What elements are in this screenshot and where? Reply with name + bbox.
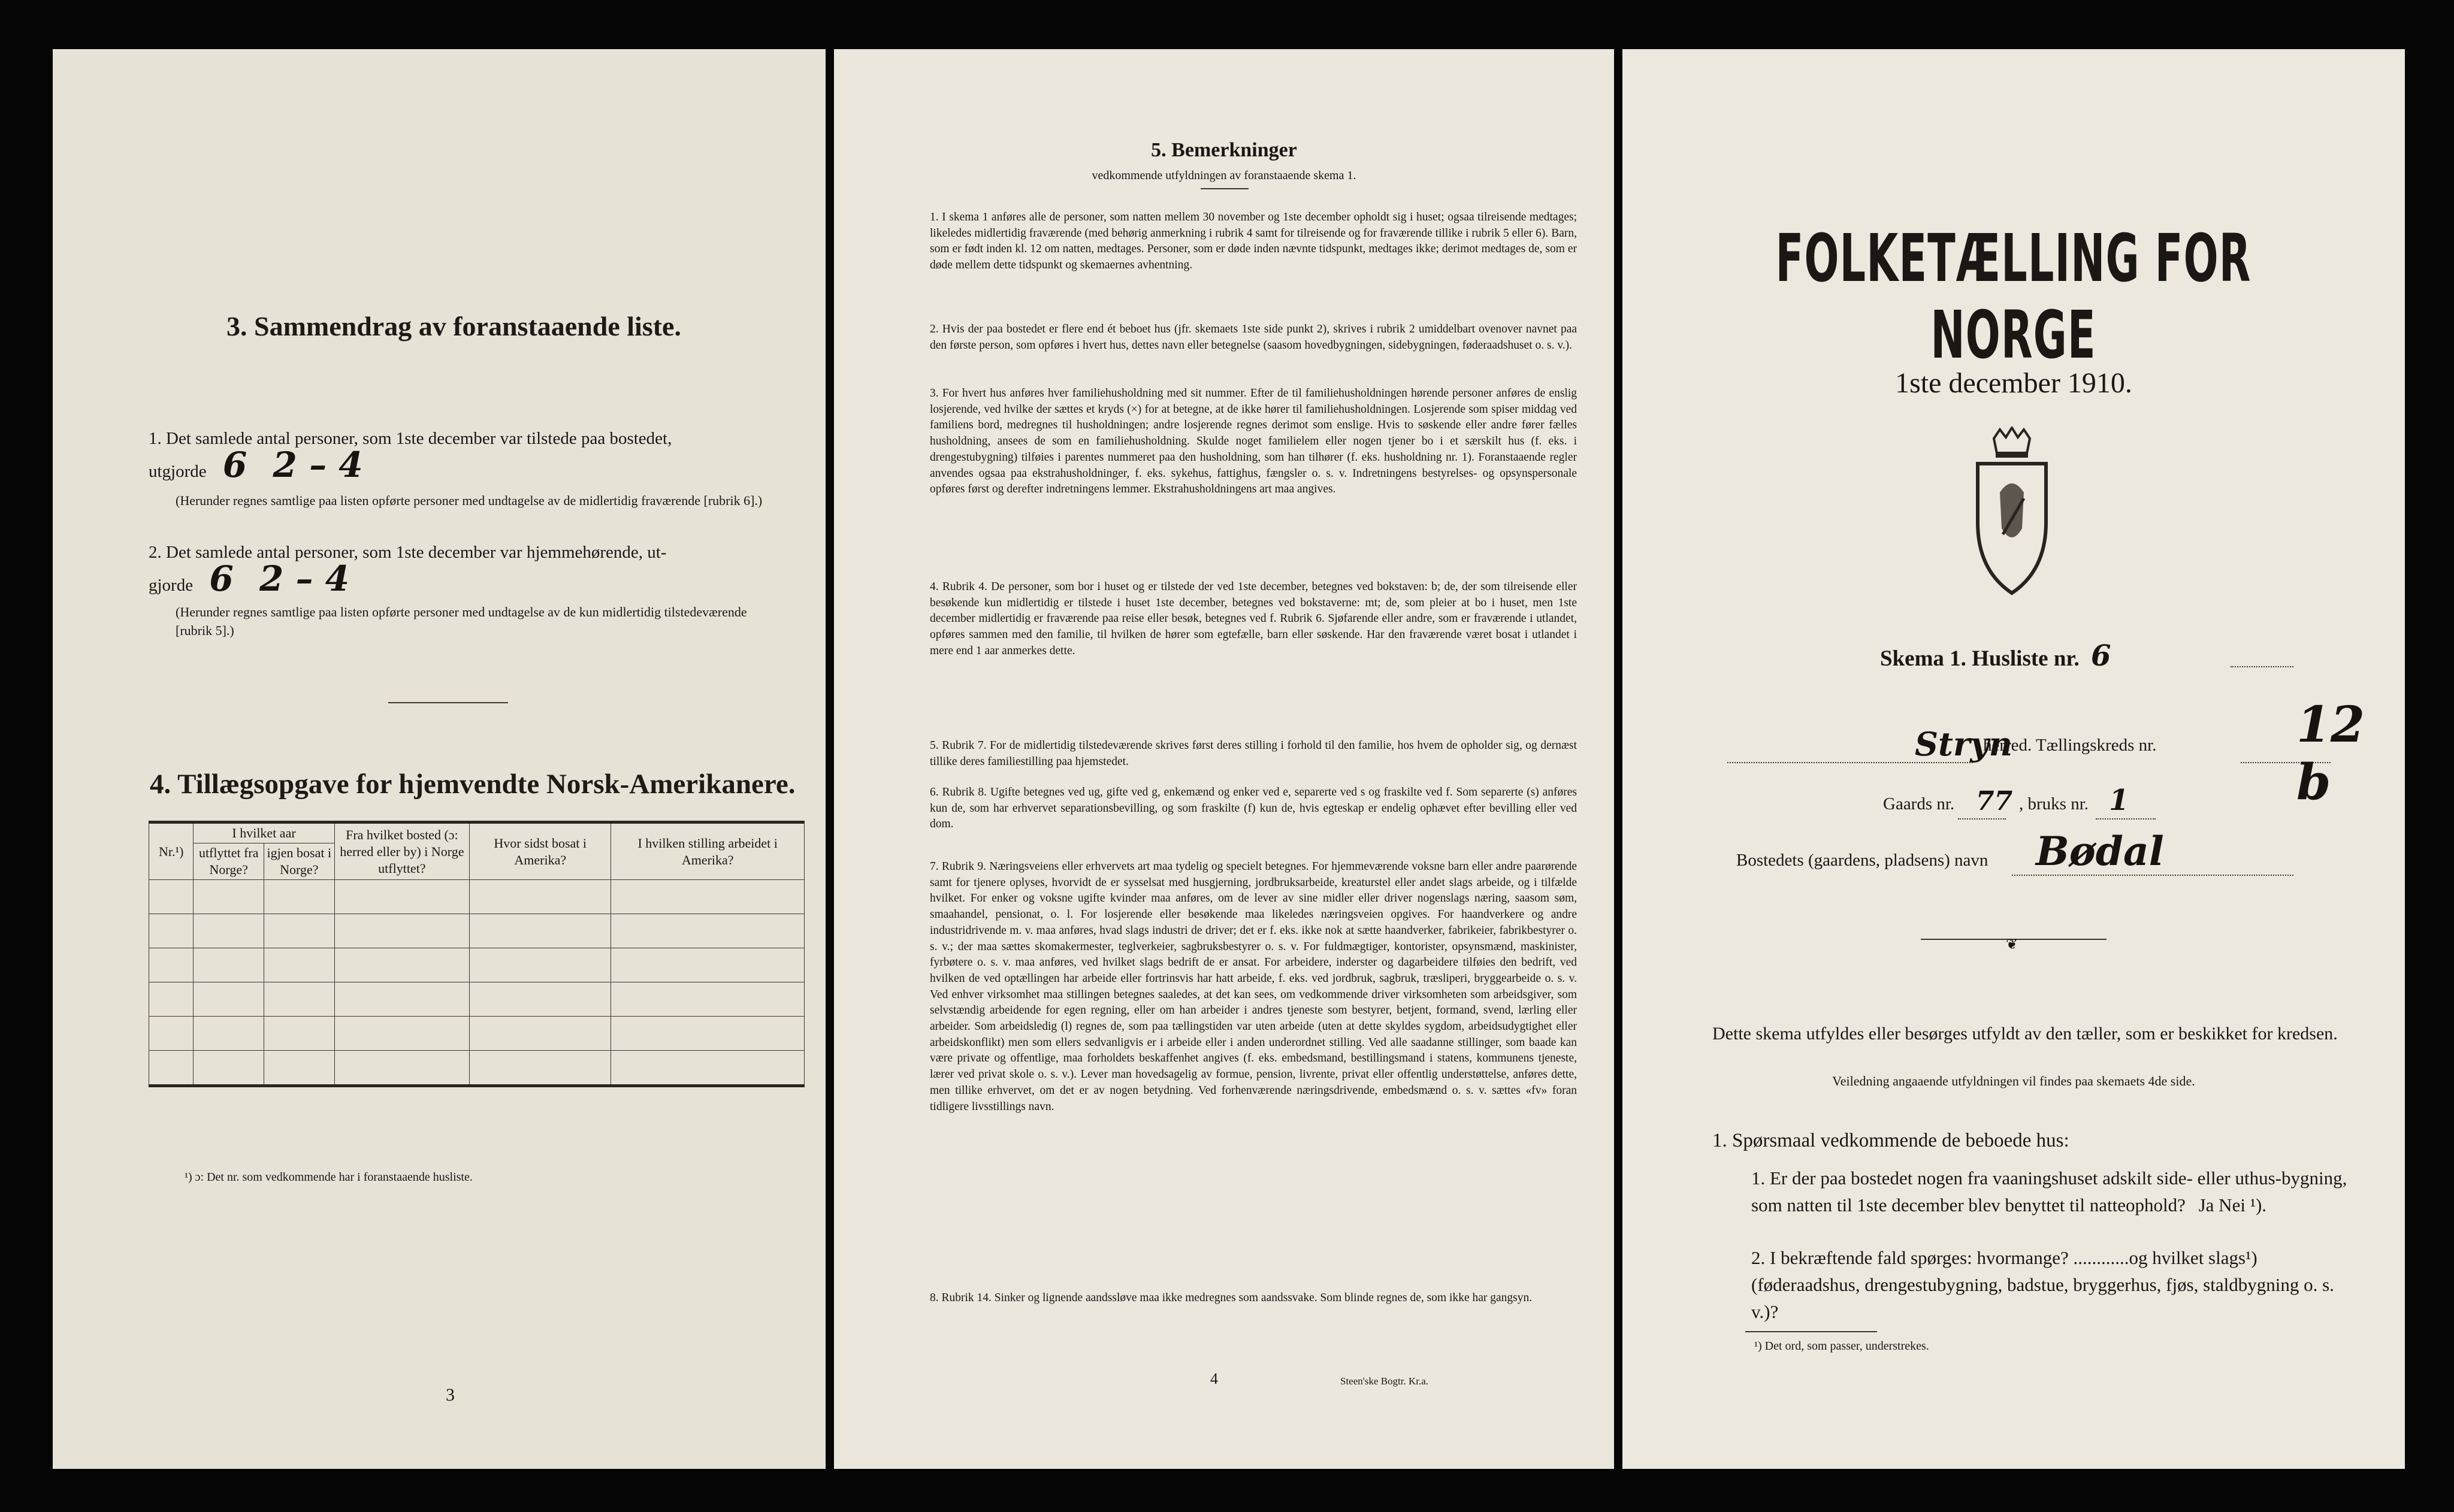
kreds-value: 12 b: [2296, 696, 2365, 811]
page-1-cover: [1622, 49, 2405, 1469]
col-emigrated: utflyttet fra Norge?: [194, 843, 264, 880]
herred-value: Stryn: [1915, 725, 2013, 763]
bruks-label: , bruks nr.: [2019, 794, 2089, 814]
summary-note-1: (Herunder regnes samtlige paa listen opførte personer med undtagelse av de midlertidig fraværende [rubrik 6].): [176, 493, 763, 508]
questions-heading: 1. Spørsmaal vedkommende de beboede hus:: [1712, 1130, 2069, 1151]
section-4-title: 4. Tillægsopgave for hjemvendte Norsk-Amerikanere.: [150, 769, 796, 800]
bruks-value: 1: [2109, 784, 2129, 817]
printer-mark: Steen'ske Bogtr. Kr.a.: [1340, 1375, 1429, 1387]
table-row: [149, 982, 805, 1017]
section-3-title: 3. Sammendrag av foranstaaende liste.: [226, 311, 681, 341]
table-row: [149, 1051, 805, 1086]
col-returned: igjen bosat i Norge?: [264, 843, 335, 880]
handwritten-total-1: 6: [222, 444, 247, 485]
summary-item-1: 1. Det samlede antal personer, som 1ste december var tilstede paa bostedet, utgjorde 6 2 – 4: [149, 429, 672, 485]
herred-label: herred. Tællingskreds nr.: [1983, 736, 2157, 755]
col-nr: Nr.¹): [149, 822, 194, 880]
census-date: 1ste december 1910.: [1895, 367, 2132, 399]
table-row: [149, 948, 805, 982]
page-number-4: 4: [1210, 1370, 1218, 1387]
norsk-amerikanere-table: [149, 821, 805, 1087]
remarks-title: 5. Bemerkninger: [1151, 139, 1297, 161]
remark-2: 2. Hvis der paa bostedet er flere end ét beboet hus (jfr. skemaets 1ste side punkt 2), skrives i rubrik 2 umiddelbart ovenover navnet paa den første person, som opføres i hvert hus, dettes navn eller betegnelse (saasom hovedbygningen, sidebygningen, føderaadshuset o. s. v.).: [930, 323, 1577, 352]
skema-label: Skema 1. Husliste nr. 6: [1880, 639, 2111, 673]
handwritten-total-2: 6: [209, 558, 234, 599]
instruction-text: Dette skema utfyldes eller besørges utfyldt av den tæller, som er beskikket for kredsen.: [1712, 1024, 2338, 1044]
divider: [388, 702, 508, 703]
remark-4: 4. Rubrik 4. De personer, som bor i huset og er tilstede der ved 1ste december, betegnes ved bokstaven: b; de, der som tilreisende eller besøkende kun midlertidig er tilstede i huset 1ste december, betegnes ved bokstaverne: mt; de, som pleier at bo i huset, men 1ste december midlertidig er fraværende paa reise eller besøk, betegnes ved f. Rubrik 6. Sjøfarende eller andre, som er fraværende i utlandet, opføres sammen med den familie, til hvilken de hører som egtefælle, barn eller søskende. Har den fraværende været bosat i utlandet i mere end 1 aar anmerkes dette.: [930, 580, 1577, 657]
table-row: [149, 1017, 805, 1051]
remark-5: 5. Rubrik 7. For de midlertidig tilstedeværende skrives først deres stilling i forhold til den familie, hos hvem de opholder sig, og dernæst tillike deres familiestilling paa hjemstedet.: [930, 739, 1577, 768]
handwritten-split-1: 2 – 4: [273, 444, 363, 485]
bosted-label: Bostedets (gaardens, pladsens) navn: [1736, 851, 1988, 870]
remarks-divider: [1201, 188, 1249, 189]
remark-7: 7. Rubrik 9. Næringsveiens eller erhvervets art maa tydelig og specielt betegnes. For hjemmeværende voksne barn eller andre paarørende samt for tjenere oplyses, hvorvidt de er sysselsat med husgjerning, jordbruksarbeide, kreaturstel eller andet slags arbeide, og i tilfælde hvilket. For enker og voksne ugifte kvinder maa anføres, om de lever av sine midler eller driver nogenslags næring, saasom søm, smaahandel, pensionat, o. l. For losjerende eller besøkende maa likeledes næringsveien opgives. For haandverkere og andre industridrivende m. v. maa anføres, hvad slags industri de driver; det er f. eks. ikke nok at sætte haandverker, fabrikeier, fabrikbestyrer o. s. v.; der maa sættes skomakermester, teglverkeier, sagbruksbestyrer o. s. v. For fuldmægtiger, kontorister, opsynsmænd, maskinister, fyrbøtere o. s. v. maa anføres, ved hvilket slags bedrift de er ansat. For arbeidere, inderster og dagarbeidere tilføies den bedrift, ved hvilken de ved optællingen har arbeide eller fortrinsvis har hatt arbeide, f. eks. ved jordbruk, sagbruk, træsliperi, bryggearbeide o. s. v. Ved enhver virksomhet maa stillingen betegnes saaledes, at det kan sees, om vedkommende driver virksomheten som arbeidsgiver, som selvstændig arbeidende for egen regning, eller om han arbeider i andres tjeneste som bestyrer, betjent, formand, svend, lærling eller arbeider. Som arbeidsledig (l) regnes de, som paa tællingstiden var uten arbeide (uten at dette skyldes sygdom, arbeidsudygtighet eller arbeidskonflikt) men som ellers sedvanligvis er i arbeide eller i anden underordnet stilling. Ved alle saadanne stillinger, som baade kan være private og offentlige, maa forholdets beskaffenhet angives (f. eks. embedsmand, bestillingsmand i statens, kommunens tjeneste, lærer ved privat skole o. s. v.). Lever man hovedsagelig av formue, pension, livrente, privat eller offentlig understøttelse, anføres dette, men tillike erhvervet, om det er av nogen betydning. Ved forhenværende næringsdrivende, embedsmænd o. s. v. sættes «fv» foran tidligere livsstillings navn.: [930, 860, 1577, 1113]
question-1: 1. Er der paa bostedet nogen fra vaaningshuset adskilt side- eller uthus-bygning, som natten til 1ste december blev benyttet til natteophold? Ja Nei ¹).: [1751, 1168, 2347, 1215]
summary-item-2: 2. Det samlede antal personer, som 1ste december var hjemmehørende, ut- gjorde 6 2 – 4: [149, 543, 667, 599]
question-2: 2. I bekræftende fald spørges: hvormange? ............og hvilket slags¹) (føderaadshus, drengestubygning, badstue, bryggerhus, fjøs, staldbygning o. s. v.)?: [1751, 1247, 2334, 1322]
remark-1: 1. I skema 1 anføres alle de personer, som natten mellem 30 november og 1ste december opholdt sig i huset; ogsaa tilreisende medtages; likeledes midlertidig fraværende (med behørig anmerkning i rubrik 4 samt for tilreisende og for fraværende tillike i rubrik 5 eller 6). Barn, som er født inden kl. 12 om natten, medtages. Personer, som er døde inden nævnte tidspunkt, medtages ikke; derimot medtages de, som er døde mellem dette tidspunkt og skemaernes avhentning.: [930, 211, 1577, 272]
husliste-nr: 6: [2090, 639, 2111, 673]
remark-6: 6. Rubrik 8. Ugifte betegnes ved ug, gifte ved g, enkemænd og enker ved e, separerte ved s og fraskilte ved f. Som separerte (s) anføres kun de, som har erhvervet separationsbevilling, og som fraskilte (f) kun de, hvis egteskap er endelig ophævet efter bevilling eller ved dom.: [930, 786, 1577, 831]
norway-coat-of-arms-icon: [1967, 427, 2057, 600]
gaards-label: Gaards nr.: [1883, 794, 1955, 814]
gaards-value: 77: [1976, 786, 2013, 817]
page-number-3: 3: [446, 1385, 455, 1405]
remark-8: 8. Rubrik 14. Sinker og lignende aandssløve maa ikke medregnes som aandssvake. Som blinde regnes de, som ikke har gangsyn.: [930, 1292, 1533, 1304]
instruction-small: Veiledning angaaende utfyldningen vil findes paa skemaets 4de side.: [1832, 1073, 2195, 1088]
footnote-rule: [1745, 1331, 1877, 1332]
table-row: [149, 880, 805, 914]
remarks-subtitle: vedkommende utfyldningen av foranstaaende skema 1.: [1092, 169, 1356, 182]
col-last: Hvor sidst bosat i Amerika?: [470, 822, 611, 880]
page-3: [53, 49, 826, 1469]
bosted-value: Bødal: [2036, 828, 2164, 875]
col-group-year: I hvilket aar: [194, 822, 334, 843]
cover-footnote: ¹) Det ord, som passer, understrekes.: [1754, 1339, 1929, 1353]
handwritten-split-2: 2 – 4: [259, 558, 350, 599]
question-1-answer: Ja Nei ¹).: [2198, 1195, 2267, 1215]
col-from: Fra hvilket bosted (ɔ: herred eller by) i Norge utflyttet?: [334, 822, 469, 880]
page-4: [834, 49, 1614, 1469]
ornament-icon: ❦: [2006, 937, 2018, 952]
summary-note-2: (Herunder regnes samtlige paa listen opførte personer med undtagelse av de kun midlertidig tilstedeværende [rubrik 5].): [176, 604, 747, 638]
census-title: FOLKETÆLLING FOR NORGE: [1775, 220, 2251, 373]
col-position: I hvilken stilling arbeidet i Amerika?: [611, 822, 805, 880]
table-footnote: ¹) ɔ: Det nr. som vedkommende har i foranstaaende husliste.: [185, 1171, 473, 1184]
remark-3: 3. For hvert hus anføres hver familiehusholdning med sit nummer. Efter de til familiehusholdningen hørende personer anføres de enslig losjerende, ved hvilke der sættes et kryds (×) for at betegne, at de ikke hører til familiehusholdningen. Losjerende som spiser middag ved familiens bord, medregnes til husholdningen; andre losjerende regnes derimot som enslige. Hvis to søskende eller andre fører fælles husholdning, ansees de som en familiehusholdning. Skulde noget familielem eller nogen tjener bo i et særskilt hus (f. eks. i drengestubygning) tilføies i parentes nummeret paa den husholdning, som han tilhører (f. eks. husholdning nr. 1). Foranstaaende regler anvendes ogsaa paa ekstrahusholdninger, f. eks. sykehus, fattighus, fængsler o. s. v. Indretningens bestyrelses- og opsynspersonale opføres først og derefter indretningens lemmer. Ekstrahusholdningens art maa angives.: [930, 387, 1577, 496]
table-row: [149, 914, 805, 948]
